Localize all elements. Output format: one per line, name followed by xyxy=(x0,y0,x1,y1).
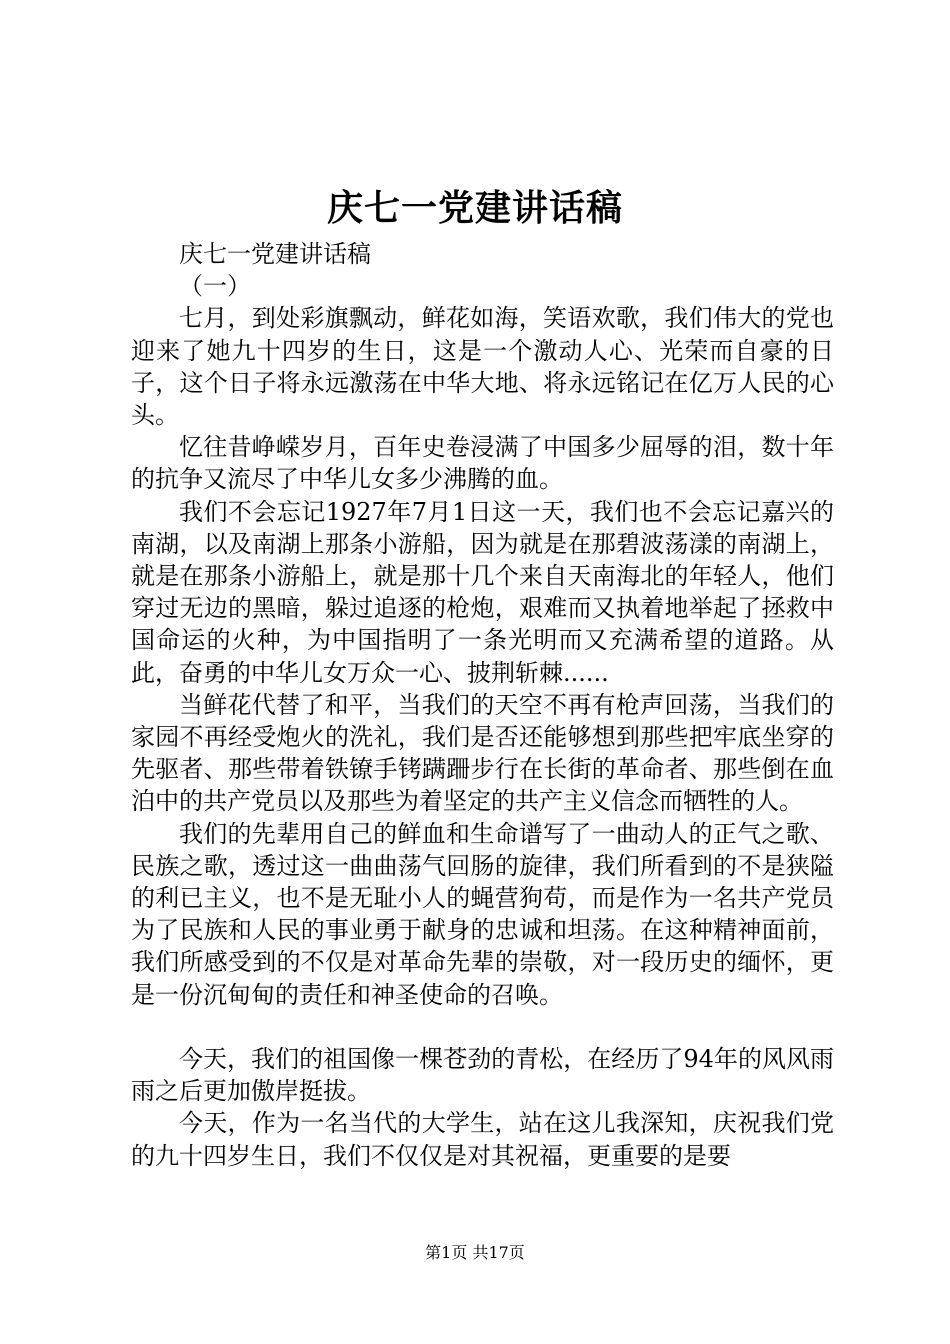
paragraph: 忆往昔峥嵘岁月，百年史卷浸满了中国多少屈辱的泪，数十年的抗争又流尽了中华儿女多少沸腾的血。 xyxy=(131,433,834,494)
paragraph: 今天，我们的祖国像一棵苍劲的青松，在经历了94年的风风雨雨之后更加傲岸挺拔。 xyxy=(131,1045,834,1106)
document-body xyxy=(131,238,834,1172)
blank-line xyxy=(131,1011,834,1043)
page-title: 庆七一党建讲话稿 xyxy=(326,187,623,229)
paragraph: 我们不会忘记1927年7月1日这一天，我们也不会忘记嘉兴的南湖，以及南湖上那条小游船，因为就是在那碧波荡漾的南湖上，就是在那条小游船上，就是那十几个来自天南海北的年轻人，他们穿过无边的黑暗，躲过追逐的枪炮，艰难而又执着地举起了拯救中国命运的火种，为中国指明了一条光明而又充满希望的道路。从此，奋勇的中华儿女万众一心、披荆斩棘...... xyxy=(131,497,834,687)
page-footer: 第1页 共17页 xyxy=(425,1243,525,1262)
paragraph: 当鲜花代替了和平，当我们的天空不再有枪声回荡，当我们的家园不再经受炮火的洗礼，我们是否还能够想到那些把牢底坐穿的先驱者、那些带着铁镣手铐蹒跚步行在长街的革命者、那些倒在血泊中的共产党员以及那些为着坚定的共产主义信念而牺牲的人。 xyxy=(131,690,834,816)
paragraph: 七月，到处彩旗飘动，鲜花如海，笑语欢歌，我们伟大的党也迎来了她九十四岁的生日，这是一个激动人心、光荣而自豪的日子，这个日子将永远激荡在中华大地、将永远铭记在亿万人民的心头。 xyxy=(131,304,834,430)
paragraph: 我们的先辈用自己的鲜血和生命谱写了一曲动人的正气之歌、民族之歌，透过这一曲曲荡气回肠的旋律，我们所看到的不是狭隘的利已主义，也不是无耻小人的蝇营狗苟，而是作为一名共产党员为了民族和人民的事业勇于献身的忠诚和坦荡。在这种精神面前，我们所感受到的不仅是对革命先辈的崇敬，对一段历史的缅怀，更是一份沉甸甸的责任和神圣使命的召唤。 xyxy=(131,819,834,1009)
paragraph-section-number: （一） xyxy=(179,272,251,301)
paragraph-heading: 庆七一党建讲话稿 xyxy=(179,240,371,268)
paragraph: 今天，作为一名当代的大学生，站在这儿我深知，庆祝我们党的九十四岁生日，我们不仅仅是对其祝福，更重要的是要 xyxy=(131,1109,834,1170)
